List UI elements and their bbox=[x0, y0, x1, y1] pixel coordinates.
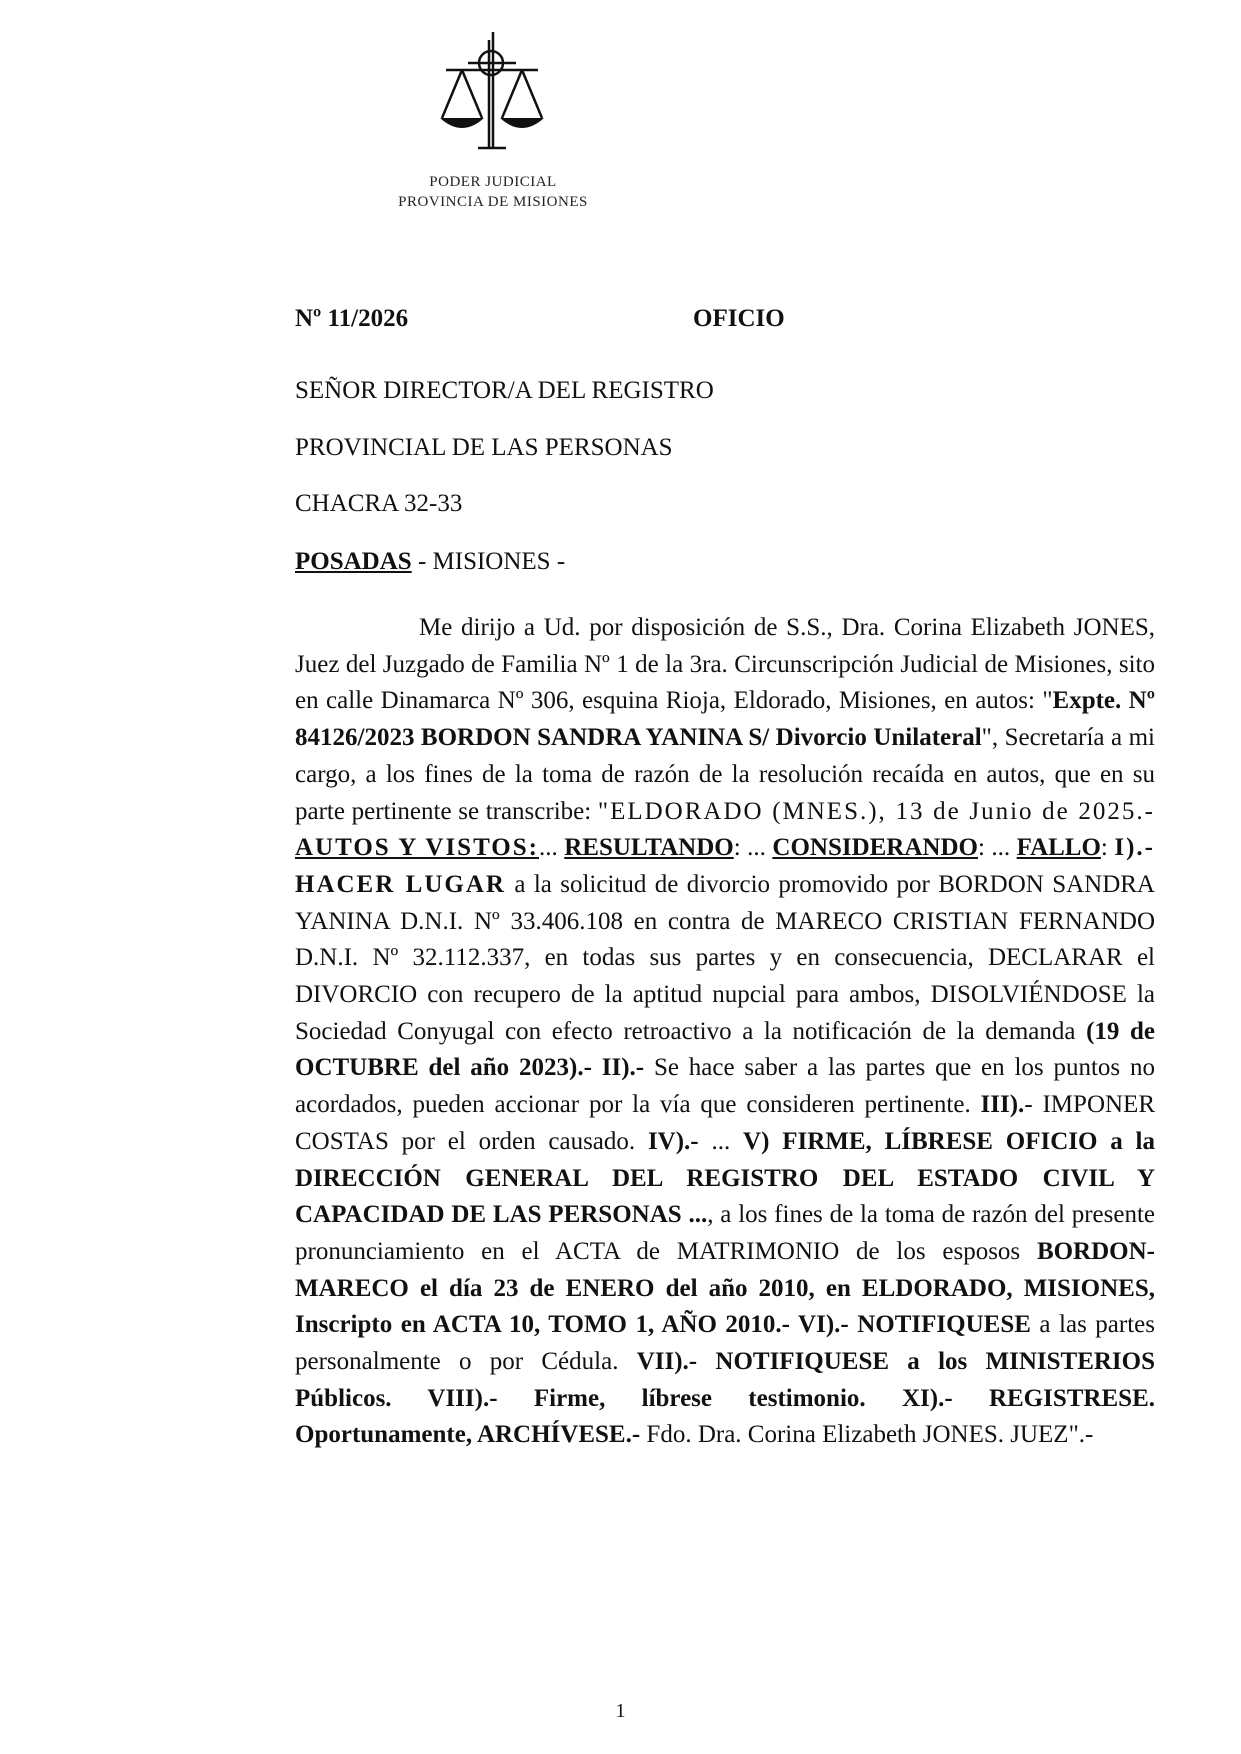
point-4-text: ... bbox=[698, 1127, 744, 1155]
addressee-city-line bbox=[295, 548, 565, 576]
point-3-heading: III). bbox=[980, 1091, 1025, 1119]
notification-date: (19 de OCTUBRE del año 2023).- II).- bbox=[295, 1017, 1155, 1082]
colon: : bbox=[1100, 834, 1115, 862]
addressee-line-1: SEÑOR DIRECTOR/A DEL REGISTRO bbox=[295, 377, 714, 404]
signature-line: Fdo. Dra. Corina Elizabeth JONES. JUEZ".- bbox=[640, 1421, 1094, 1449]
considerando: CONSIDERANDO bbox=[772, 834, 978, 862]
point-6-text: a las partes personalmente o por Cédula. bbox=[295, 1311, 1156, 1376]
case-reference: Expte. Nº 84126/2023 BORDON SANDRA YANINA S/ Divorcio Unilateral bbox=[295, 687, 1155, 752]
body-purpose: ", Secretaría a mi cargo, a los fines de la toma de razón de la resolución recaída en autos, que en su parte pertinente se transcribe: bbox=[295, 724, 1155, 825]
point-1-heading: I).- HACER LUGAR bbox=[295, 834, 1155, 898]
page-number: 1 bbox=[615, 1700, 626, 1722]
body-intro: Me dirijo a Ud. por disposición de S.S., Dra. Corina Elizabeth JONES, Juez del Juzgado de Familia Nº 1 de la 3ra. Circunscripción Judicial de Misiones, sito en calle Dinamarca Nº 306, esquina Rioja, Eldorado, Misiones, en autos: " bbox=[295, 614, 1155, 715]
seal-line-2: PROVINCIA DE MISIONES bbox=[398, 194, 588, 210]
point-5-text: , a los fines de la toma de razón del presente pronunciamiento en el ACTA de MATRIMONIO de los esposos bbox=[295, 1201, 1156, 1265]
fallo: FALLO bbox=[1016, 834, 1101, 862]
point-5-heading: V) FIRME, LÍBRESE OFICIO a la DIRECCIÓN GENERAL DEL REGISTRO DEL ESTADO CIVIL Y CAPACIDAD DE LAS PERSONAS ... bbox=[295, 1127, 1156, 1229]
document-type: OFICIO bbox=[693, 305, 785, 332]
ellipsis-3: : ... bbox=[977, 834, 1017, 862]
resultando: RESULTANDO bbox=[564, 834, 734, 862]
point-4-heading: IV).- bbox=[647, 1127, 699, 1155]
ellipsis-2: : ... bbox=[733, 834, 773, 862]
autos-y-vistos: AUTOS Y VISTOS: bbox=[295, 834, 539, 862]
addressee-city: POSADAS bbox=[295, 548, 412, 575]
point-1-text: a la solicitud de divorcio promovido por BORDON SANDRA YANINA D.N.I. Nº 33.406.108 en contra de MARECO CRISTIAN FERNANDO D.N.I. Nº 32.112.337, en todas sus partes y en consecuencia, DECLARAR el DIVORCIO con recupero de la aptitud nupcial para ambos, DISOLVIÉNDOSE la Sociedad Conyugal con efecto retroactivo a la notificación de la demanda bbox=[295, 870, 1155, 1045]
addressee-line-2: PROVINCIAL DE LAS PERSONAS bbox=[295, 434, 673, 461]
scales-of-justice-icon bbox=[438, 30, 548, 165]
point-2-text: Se hace saber a las partes que en los puntos no acordados, pueden accionar por la vía que consideren pertinente. bbox=[295, 1054, 1155, 1119]
document-number: Nº 11/2026 bbox=[295, 305, 409, 332]
seal-line-1: PODER JUDICIAL bbox=[429, 174, 557, 190]
ellipsis-1: ... bbox=[538, 834, 565, 862]
addressee-province: - MISIONES - bbox=[411, 548, 566, 575]
point-3-text: - IMPONER COSTAS por el orden causado. bbox=[295, 1091, 1155, 1155]
marriage-record: BORDON-MARECO el día 23 de ENERO del año 2010, en ELDORADO, MISIONES, Inscripto en ACTA 10, TOMO 1, AÑO 2010.- VI).- NOTIFIQUESE bbox=[295, 1237, 1155, 1339]
addressee-line-3: CHACRA 32-33 bbox=[295, 490, 463, 517]
court-seal bbox=[388, 30, 598, 220]
body-paragraph bbox=[295, 610, 1155, 1454]
document-heading bbox=[295, 305, 1155, 337]
resolution-date: "ELDORADO (MNES.), 13 de Junio de 2025.- bbox=[597, 797, 1156, 825]
closing-points: VII).- NOTIFIQUESE a los MINISTERIOS Públicos. VIII).- Firme, líbrese testimonio. XI).- REGISTRESE. Oportunamente, ARCHÍVESE.- bbox=[295, 1348, 1155, 1449]
